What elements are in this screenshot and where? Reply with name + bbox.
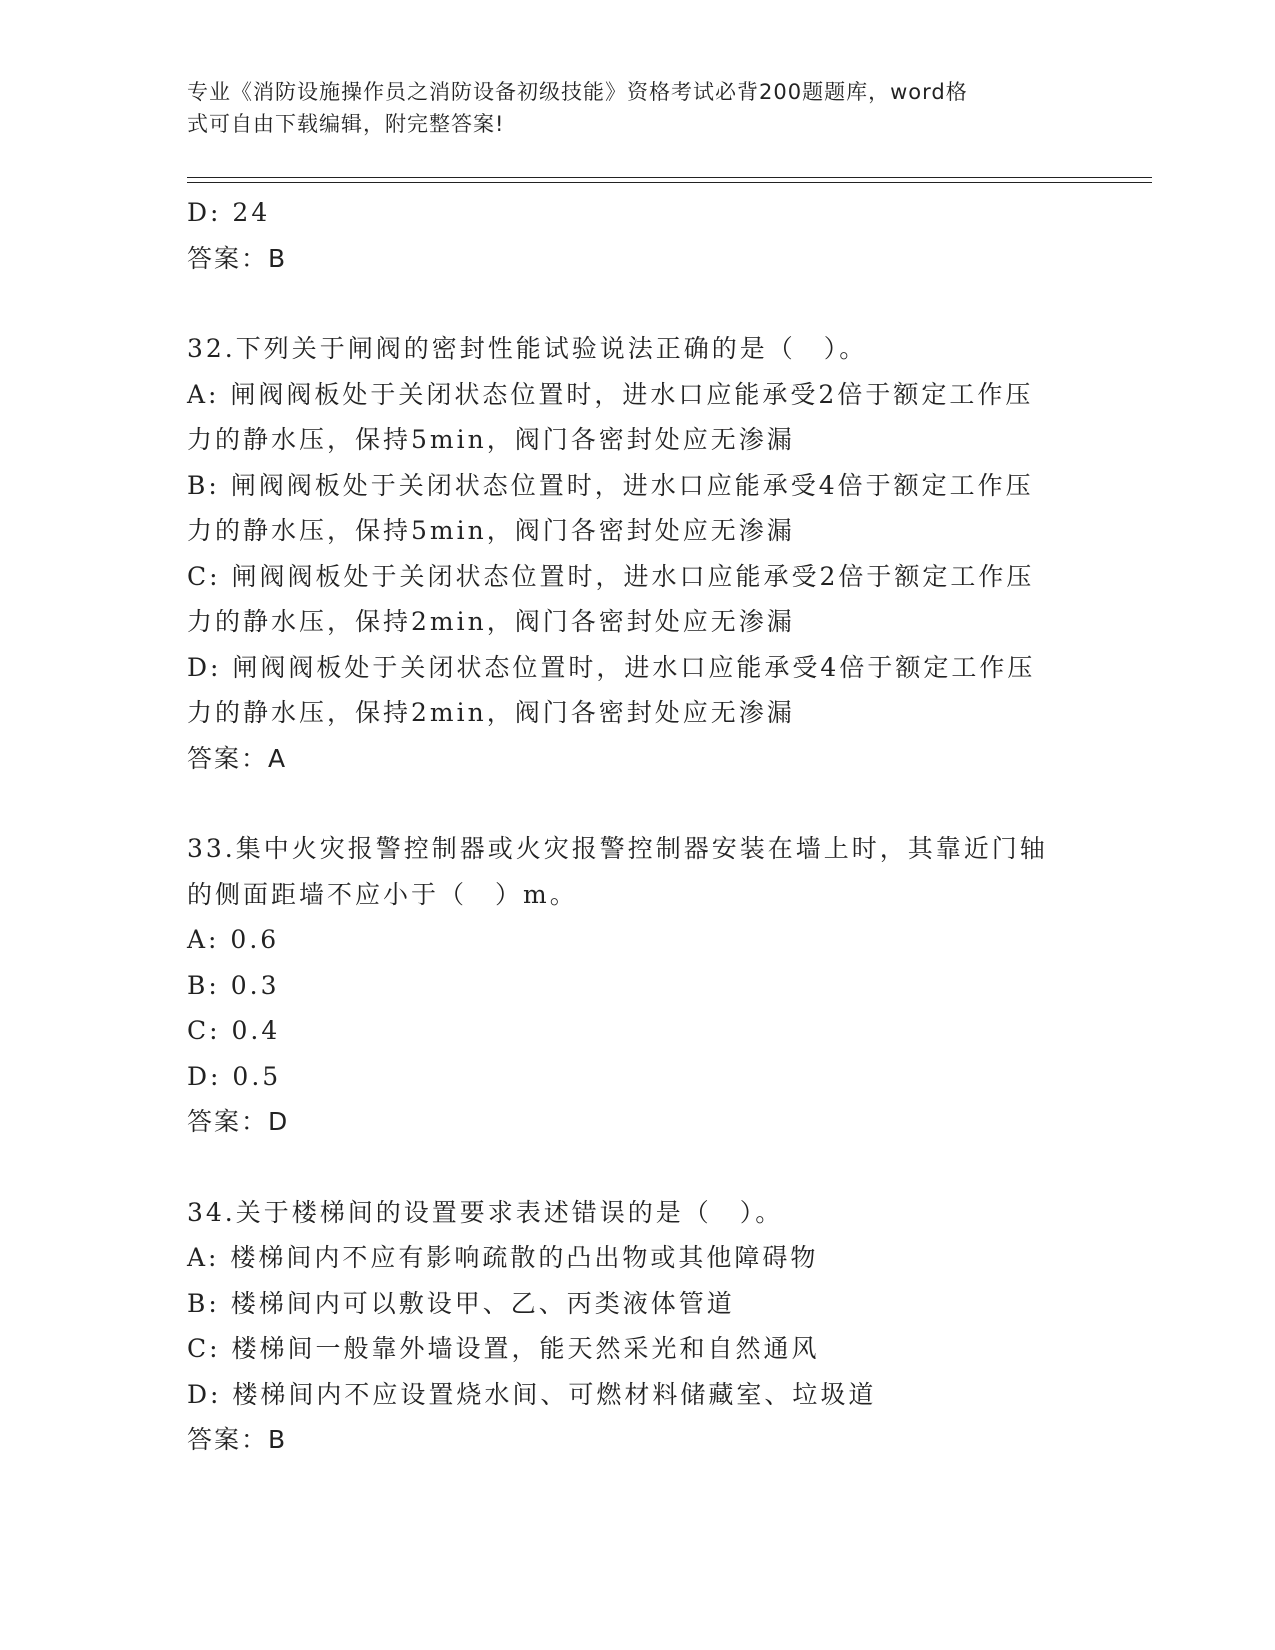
- question-text: 34.关于楼梯间的设置要求表述错误的是（ ）。: [187, 1197, 784, 1227]
- answer-line: 答案：D: [187, 1107, 290, 1136]
- question-text: 32.下列关于闸阀的密封性能试验说法正确的是（ ）。: [187, 334, 868, 363]
- option-c-line-1: C: 闸阀阀板处于关闭状态位置时，进水口应能承受2倍于额定工作压: [187, 561, 1035, 591]
- answer-line: 答案：B: [187, 1425, 288, 1454]
- option-c: C: 楼梯间一般靠外墙设置，能天然采光和自然通风: [187, 1334, 820, 1363]
- question-content: [187, 190, 1087, 1463]
- question-33: [187, 826, 1087, 1145]
- option-c-line-2: 力的静水压，保持2min，阀门各密封处应无渗漏: [187, 607, 795, 636]
- option-a-line-1: A: 闸阀阀板处于关闭状态位置时，进水口应能承受2倍于额定工作压: [187, 379, 1034, 409]
- option-d: D: 0.5: [187, 1061, 282, 1091]
- option-c: C: 0.4: [187, 1016, 281, 1045]
- question-spacer: [187, 281, 1087, 326]
- previous-question-tail: [187, 190, 1087, 281]
- option-d: D: 24: [187, 198, 271, 227]
- option-a: A: 0.6: [187, 925, 280, 954]
- option-b-line-2: 力的静水压，保持5min，阀门各密封处应无渗漏: [187, 516, 795, 545]
- question-spacer: [187, 781, 1087, 826]
- option-b-line-1: B: 闸阀阀板处于关闭状态位置时，进水口应能承受4倍于额定工作压: [187, 470, 1034, 500]
- answer-line: 答案：B: [187, 243, 288, 273]
- option-d-line-1: D: 闸阀阀板处于关闭状态位置时，进水口应能承受4倍于额定工作压: [187, 652, 1036, 682]
- document-header: [187, 76, 1067, 140]
- option-d: D: 楼梯间内不应设置烧水间、可燃材料储藏室、垃圾道: [187, 1379, 877, 1409]
- header-line-2: 式可自由下载编辑，附完整答案!: [187, 112, 505, 136]
- option-a: A: 楼梯间内不应有影响疏散的凸出物或其他障碍物: [187, 1243, 819, 1272]
- option-b: B: 楼梯间内可以敷设甲、乙、丙类液体管道: [187, 1288, 735, 1318]
- option-a-line-2: 力的静水压，保持5min，阀门各密封处应无渗漏: [187, 425, 795, 454]
- question-32: [187, 326, 1087, 781]
- question-34: [187, 1190, 1087, 1463]
- question-spacer: [187, 1145, 1087, 1190]
- question-text-line-1: 33.集中火灾报警控制器或火灾报警控制器安装在墙上时，其靠近门轴: [187, 834, 1048, 863]
- answer-line: 答案：A: [187, 743, 288, 773]
- option-d-line-2: 力的静水压，保持2min，阀门各密封处应无渗漏: [187, 698, 795, 727]
- question-text-line-2: 的侧面距墙不应小于（ ）m。: [187, 879, 578, 909]
- option-b: B: 0.3: [187, 970, 280, 1000]
- header-line-1: 专业《消防设施操作员之消防设备初级技能》资格考试必背200题题库，word格: [187, 80, 968, 104]
- header-divider-top: [187, 177, 1152, 178]
- header-divider-bottom: [187, 182, 1152, 183]
